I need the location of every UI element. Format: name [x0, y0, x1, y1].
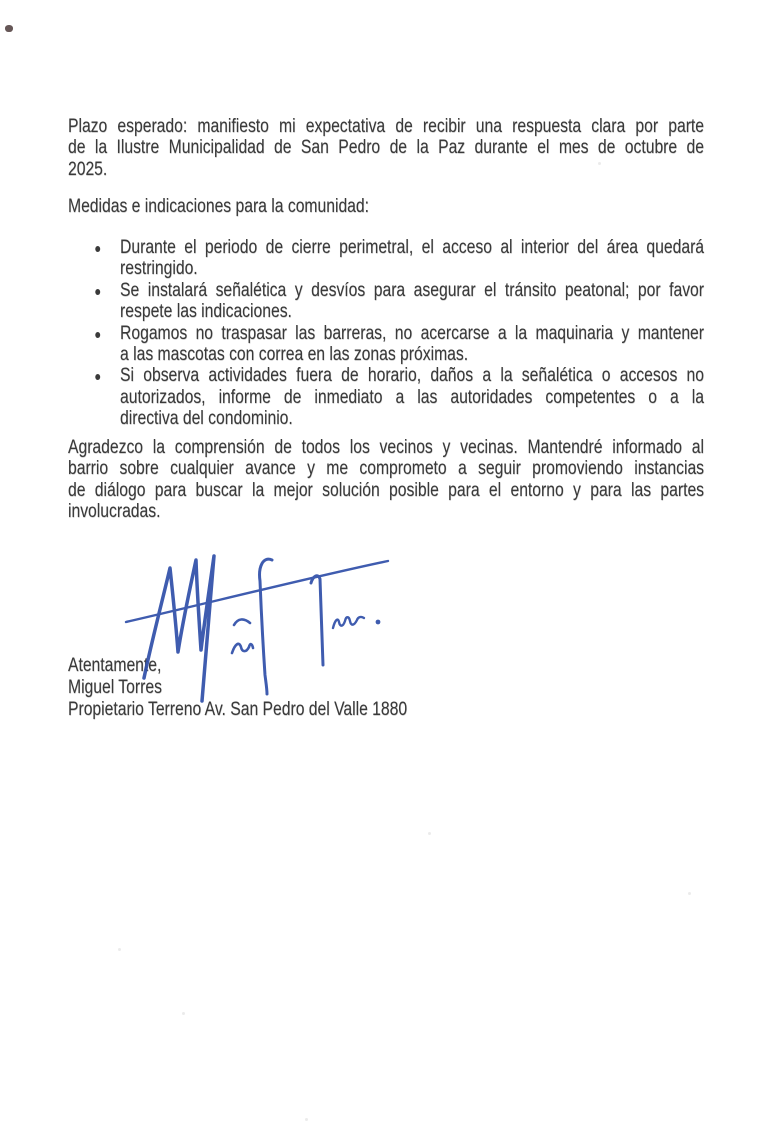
scan-noise-dot: [688, 892, 691, 895]
signoff-name: Miguel Torres: [68, 677, 162, 698]
scan-noise-dot: [182, 1012, 185, 1015]
paragraph-line: de diálogo para buscar la mejor solución posible para el entorno y para las partes: [68, 479, 705, 501]
scan-noise-dot: [305, 1118, 308, 1121]
signature-w-squiggle: [333, 617, 364, 628]
bullet-dot-icon: [95, 246, 100, 252]
bullet-line: a las mascotas con correa en las zonas próximas.: [120, 343, 469, 365]
paragraph-line: involucradas.: [68, 501, 161, 523]
scan-noise-dot: [428, 832, 431, 835]
section-heading: Medidas e indicaciones para la comunidad:: [68, 195, 369, 217]
paragraph-line: barrio sobre cualquier avance y me comprometo a seguir promoviendo instancias: [68, 458, 705, 480]
scan-noise-dot: [118, 948, 121, 951]
paragraph-line: Agradezco la comprensión de todos los vecinos y vecinas. Mantendré informado al: [68, 436, 705, 458]
letter-body: [68, 116, 704, 523]
signoff-salutation: Atentamente,: [68, 655, 162, 676]
paragraph-line: Plazo esperado: manifiesto mi expectativa de recibir una respuesta clara por parte: [68, 116, 705, 137]
bullet-line: autorizados, informe de inmediato a las autoridades competentes o a la: [120, 386, 705, 408]
signature-cross-line: [126, 561, 388, 622]
bullet-list: [68, 237, 704, 430]
paragraph-line: de la Ilustre Municipalidad de San Pedro de la Paz durante el mes de octubre de: [68, 137, 705, 159]
paragraph-plazo-esperado: [68, 116, 704, 180]
bullet-item: [68, 237, 704, 280]
bullet-item: [68, 365, 704, 429]
signoff-block: [68, 655, 704, 721]
bullet-dot-icon: [95, 289, 100, 295]
bullet-line: directiva del condominio.: [120, 408, 293, 430]
signature-t-stem: [311, 576, 323, 665]
bullet-line: restringido.: [120, 258, 198, 280]
signoff-title: Propietario Terreno Av. San Pedro del Valle 1880: [68, 699, 408, 720]
bullet-dot-icon: [95, 332, 100, 338]
signature-end-dot: [376, 620, 381, 625]
bullet-line: Si observa actividades fuera de horario, daños a la señalética o accesos no: [120, 365, 705, 387]
scan-speck: [5, 25, 13, 32]
closing-paragraph: [68, 437, 704, 523]
bullet-line: Se instalará señalética y desvíos para asegurar el tránsito peatonal; por favor: [120, 279, 705, 301]
bullet-line: respete las indicaciones.: [120, 301, 292, 323]
bullet-item: [68, 280, 704, 323]
signature-wave-stroke: [232, 644, 253, 653]
paragraph-line: 2025.: [68, 158, 108, 180]
signature-tilde-stroke: [234, 619, 250, 625]
bullet-dot-icon: [95, 374, 100, 380]
bullet-item: [68, 323, 704, 366]
bullet-line: Rogamos no traspasar las barreras, no acercarse a la maquinaria y mantener: [120, 322, 705, 344]
bullet-line: Durante el periodo de cierre perimetral, el acceso al interior del área quedará: [120, 236, 705, 258]
